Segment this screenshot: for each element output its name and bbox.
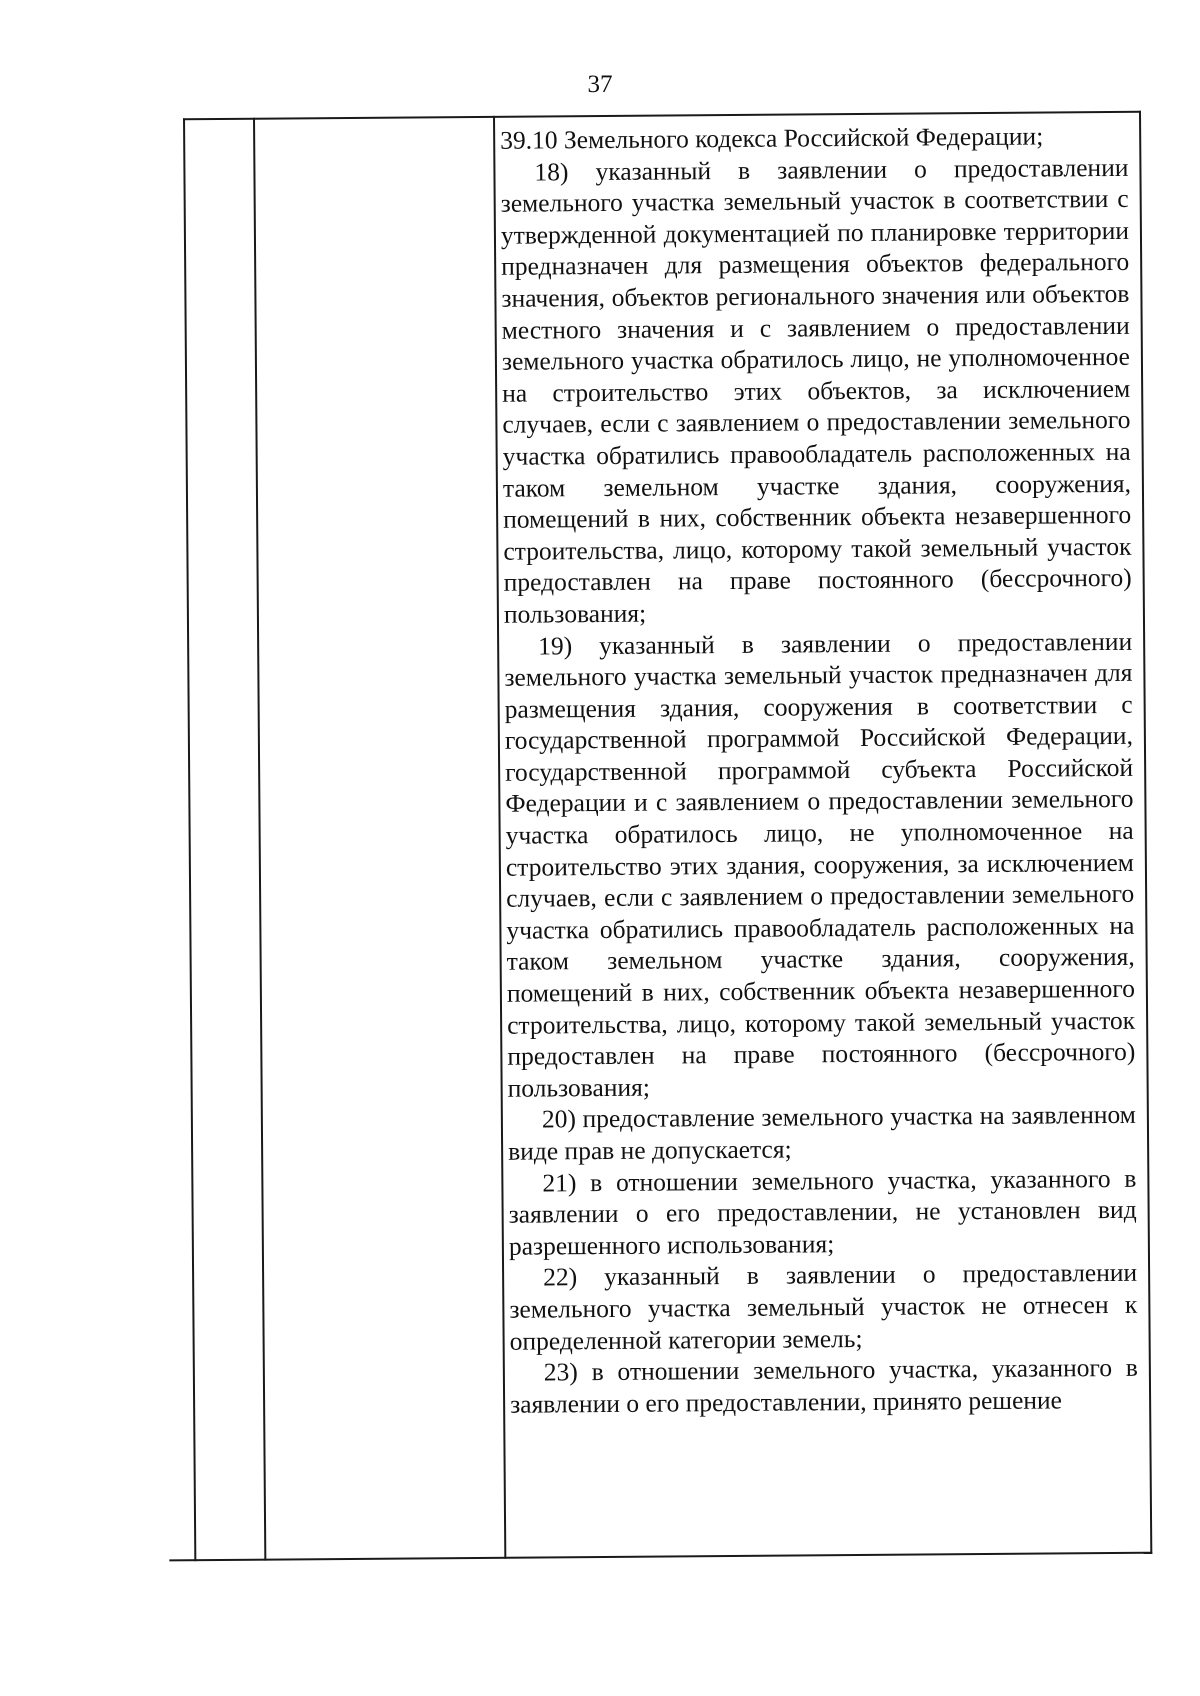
- paragraph-continuation: 39.10 Земельного кодекса Российской Федерации;: [500, 121, 1044, 155]
- paragraph-item-19: 19) указанный в заявлении о предоставлении земельного участка земельный участок предназначен для размещения здания, сооружения в соответствии с государственной программой Российской Федерации, государственной программой субъекта Российской Федерации и с заявлением о предоставлении земельного участка обратилось лицо, не уполномоченное на строительство этих здания, сооружения, за исключением случаев, если с заявлением о предоставлении земельного участка обратились правообладатель расположенных на таком земельном участке здания, сооружения, помещений в них, собственник объекта незавершенного строительства, лицо, которому такой земельный участок предоставлен на праве постоянного (бессрочного) пользования;: [504, 626, 1136, 1103]
- table-left-rule: [183, 118, 196, 1561]
- paragraph-item-22: 22) указанный в заявлении о предоставлении земельного участка земельный участок не отнесен к определенной категории земель;: [509, 1258, 1138, 1356]
- table-column-divider-1: [253, 118, 266, 1561]
- paragraph-item-23: 23) в отношении земельного участка, указанного в заявлении о его предоставлении, принято решение: [510, 1352, 1138, 1419]
- paragraph-item-21: 21) в отношении земельного участка, указанного в заявлении о его предоставлении, не установлен вид разрешенного использования;: [508, 1163, 1137, 1261]
- paragraph-item-20: 20) предоставление земельного участка на заявленном виде прав не допускается;: [508, 1100, 1136, 1166]
- document-table: [0, 110, 1200, 1564]
- page-number: 37: [587, 71, 613, 98]
- paragraph-item-18: 18) указанный в заявлении о предоставлении земельного участка земельный участок в соответствии с утвержденной документацией по планировке территории предназначен для размещения объектов федерального значения, объектов регионального значения или объектов местного значения и с заявлением о предоставлении земельного участка обратилось лицо, не уполномоченное на строительство этих объектов, за исключением случаев, если с заявлением о предоставлении земельного участка обратились правообладатель расположенных на таком земельном участке здания, сооружения, помещений в них, собственник объекта незавершенного строительства, лицо, которому такой земельный участок предоставлен на праве постоянного (бессрочного) пользования;: [500, 152, 1132, 629]
- table-top-rule: [183, 111, 1141, 121]
- table-right-rule: [1139, 111, 1152, 1554]
- table-cell-text: [500, 120, 1138, 1420]
- table-bottom-rule: [169, 1552, 1152, 1562]
